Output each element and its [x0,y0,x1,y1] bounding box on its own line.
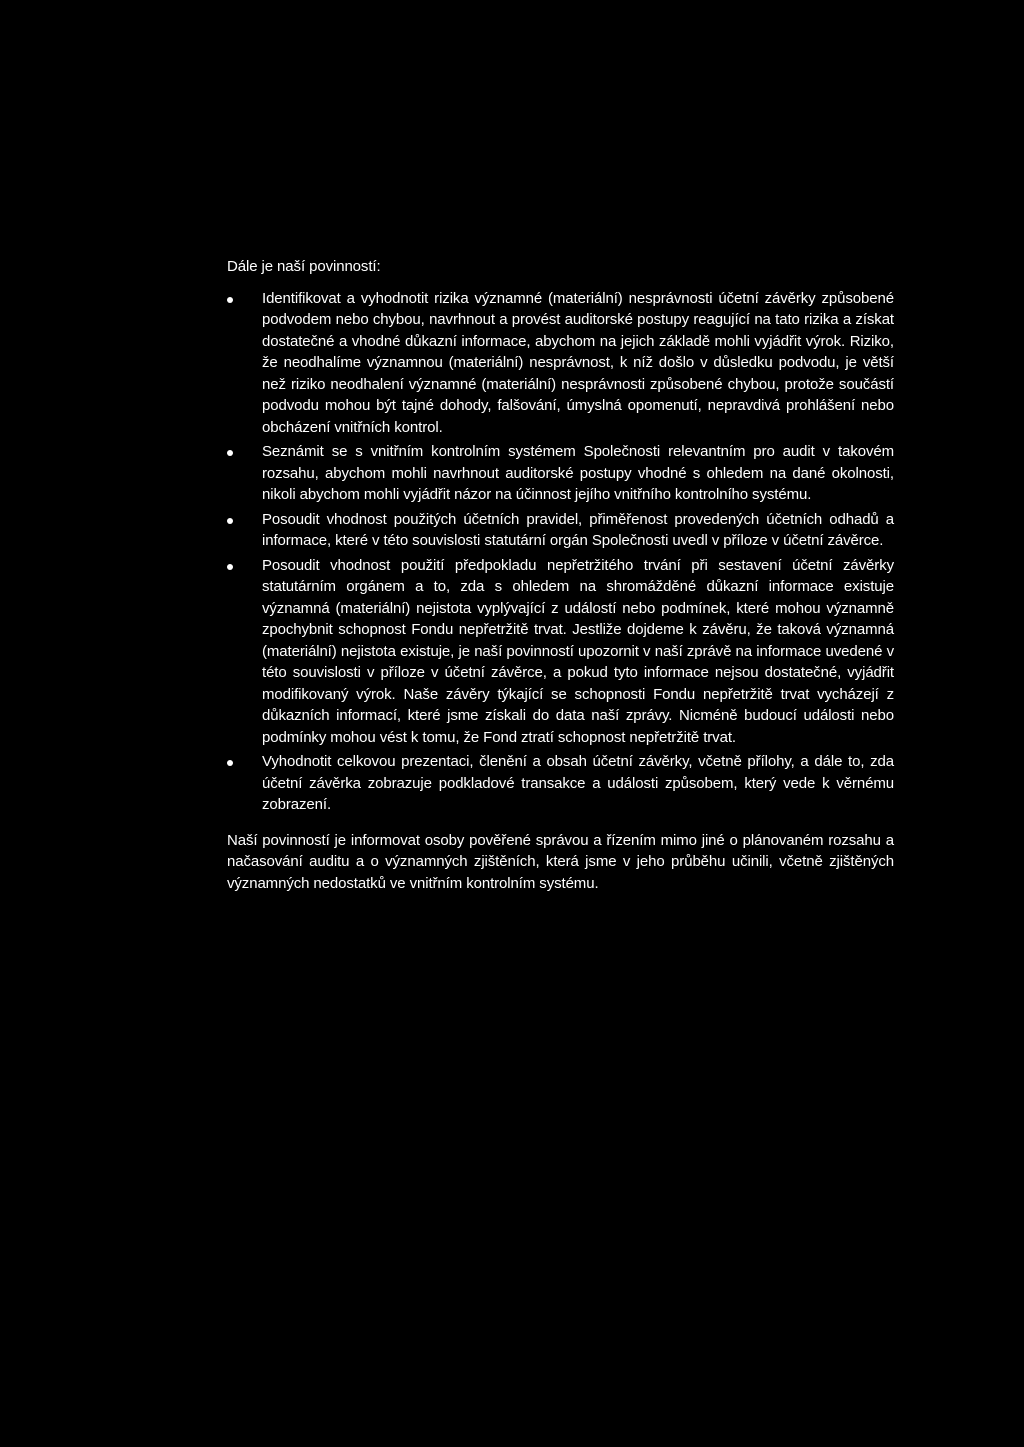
document-body [227,256,894,894]
closing-paragraph: Naší povinností je informovat osoby pověřené správou a řízením mimo jiné o plánovaném rozsahu a načasování auditu a o významných zjištěních, která jsme v jeho průběhu učinili, včetně zjištěných významných nedostatků ve vnitřním kontrolním systému. [227,831,894,892]
bullet-icon [227,564,233,570]
list-item-text: Identifikovat a vyhodnotit rizika významné (materiální) nesprávnosti účetní závěrky způsobené podvodem nebo chybou, navrhnout a provést auditorské postupy reagující na tato rizika a získat dostatečné a vhodné důkazní informace, abychom na jejich základě mohli vyjádřit výrok. Riziko, že neodhalíme významnou (materiální) nesprávnost, k níž došlo v důsledku podvodu, je větší než riziko neodhalení významné (materiální) nesprávnosti způsobené chybou, protože součástí podvodu mohou být tajné dohody, falšování, úmyslná opomenutí, nepravdivá prohlášení nebo obcházení vnitřních kontrol. [262,289,894,436]
duties-list [227,288,894,816]
list-item [227,441,894,506]
list-item [227,288,894,439]
bullet-icon [227,518,233,524]
list-item-text: Posoudit vhodnost použití předpokladu nepřetržitého trvání při sestavení účetní závěrky statutárním orgánem a to, zda s ohledem na shromážděné důkazní informace existuje významná (materiální) nejistota vyplývající z událostí nebo podmínek, které mohou významně zpochybnit schopnost Fondu nepřetržitě trvat. Jestliže dojdeme k závěru, že taková významná (materiální) nejistota existuje, je naší povinností upozornit v naší zprávě na informace uvedené v této souvislosti v příloze v účetní závěrce, a pokud tyto informace nejsou dostatečné, vyjádřit modifikovaný výrok. Naše závěry týkající se schopnosti Fondu nepřetržitě trvat vycházejí z důkazních informací, které jsme získali do data naší zprávy. Nicméně budoucí události nebo podmínky mohou vést k tomu, že Fond ztratí schopnost nepřetržitě trvat. [262,556,894,746]
bullet-icon [227,297,233,303]
list-item [227,509,894,552]
list-item-text: Posoudit vhodnost použitých účetních pravidel, přiměřenost provedených účetních odhadů a informace, které v této souvislosti statutární orgán Společnosti uvedl v příloze v účetní závěrce. [262,510,894,549]
list-item-text: Vyhodnotit celkovou prezentaci, členění a obsah účetní závěrky, včetně přílohy, a dále to, zda účetní závěrka zobrazuje podkladové transakce a události způsobem, který vede k věrnému zobrazení. [262,753,894,813]
intro-paragraph: Dále je naší povinností: [227,258,381,275]
list-item [227,555,894,749]
bullet-icon [227,760,233,766]
bullet-icon [227,450,233,456]
list-item [227,751,894,816]
list-item-text: Seznámit se s vnitřním kontrolním systémem Společnosti relevantním pro audit v takovém rozsahu, abychom mohli navrhnout auditorské postupy vhodné s ohledem na dané okolnosti, nikoli abychom mohli vyjádřit názor na účinnost jejího vnitřního kontrolního systému. [262,443,894,503]
